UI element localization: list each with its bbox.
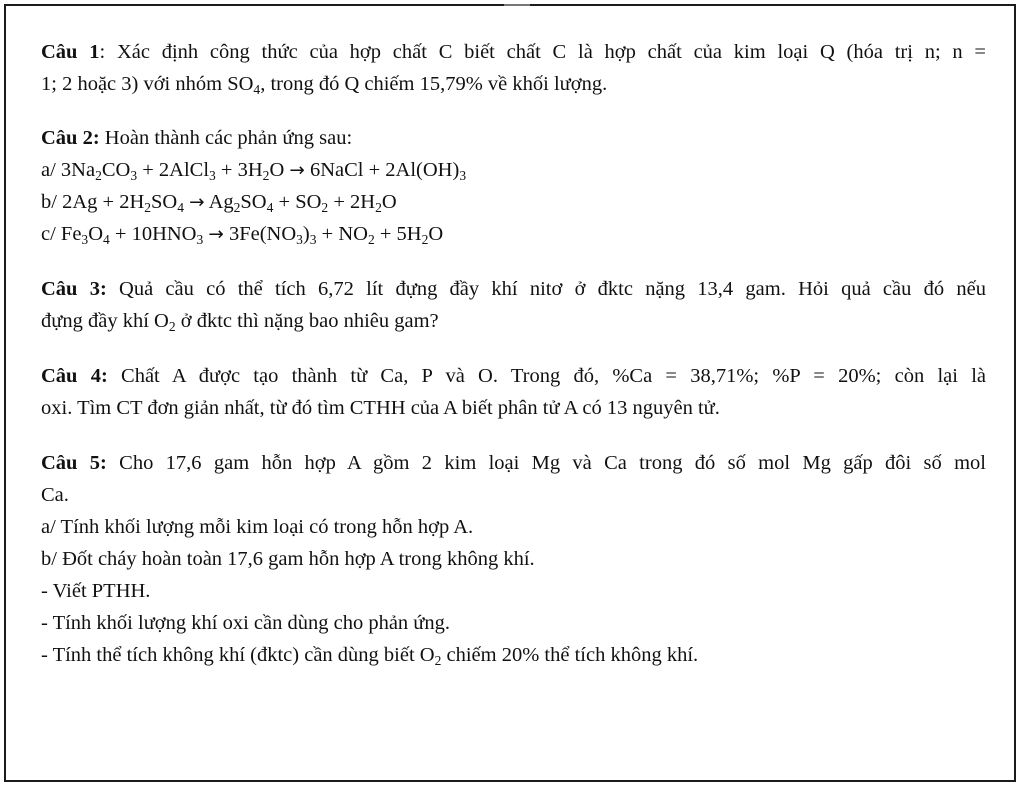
document-body <box>41 36 986 671</box>
cau5-part-b1: - Viết PTHH. <box>41 580 151 602</box>
cau3-line2: đựng đầy khí $O_2$ ở đktc thì nặng bao nhiêu gam? <box>41 310 439 334</box>
cau2-reaction-a: a/ $3Na_2CO_3$ + 2AlCl$_3$ + $3H_2O$ → 6NaCl + $2Al(OH)_3$ <box>41 159 467 183</box>
cau2-reaction-c: c/ $Fe_3O_4 + 10HNO_3 \to 3Fe(NO_3)_3 + NO_2 + 5H_2O$ <box>41 223 444 247</box>
top-edge-mark <box>504 4 530 6</box>
cau5-part-a: a/ Tính khối lượng mỗi kim loại có trong hỗn hợp A. <box>41 516 474 538</box>
cau5-part-b2: - Tính khối lượng khí oxi cần dùng cho phản ứng. <box>41 612 451 634</box>
cau5-line2: Ca. <box>41 484 69 506</box>
cau2-heading: Câu 2: Hoàn thành các phản ứng sau: <box>41 127 353 149</box>
cau3-line1: Câu 3: Quả cầu có thể tích 6,72 lít đựng đầy khí nitơ ở đktc nặng 13,4 gam. Hỏi quả cầu đó nếu <box>41 278 986 300</box>
reaction-arrow-icon: → <box>208 224 224 245</box>
cau1-line2: 1; 2 hoặc 3) với nhóm $SO_4$, trong đó Q chiếm 15,79% về khối lượng. <box>41 73 608 97</box>
reaction-arrow-icon: → <box>189 192 205 213</box>
cau5-part-b: b/ Đốt cháy hoàn toàn 17,6 gam hỗn hợp A trong không khí. <box>41 548 535 570</box>
cau2-reaction-b: b/ $2Ag + 2H_2SO_4 \to Ag_2SO_4 + SO_2 + 2H_2O$ <box>41 191 397 215</box>
cau4-line2: oxi. Tìm CT đơn giản nhất, từ đó tìm CTHH của A biết phân tử A có 13 nguyên tử. <box>41 397 720 419</box>
reaction-arrow-icon: → <box>289 160 305 181</box>
cau1-line1: Câu 1: Xác định công thức của hợp chất C biết chất C là hợp chất của kim loại Q (hóa trị n; n = <box>41 41 986 63</box>
cau4-line1: Câu 4: Chất A được tạo thành từ Ca, P và O. Trong đó, %Ca = 38,71%; %P = 20%; còn lại là <box>41 365 986 387</box>
cau5-line1: Câu 5: Cho 17,6 gam hỗn hợp A gồm 2 kim loại Mg và Ca trong đó số mol Mg gấp đôi số mol <box>41 452 986 474</box>
cau5-part-b3: - Tính thể tích không khí (đktc) cần dùng biết $O_2$ chiếm 20% thể tích không khí. <box>41 644 699 668</box>
